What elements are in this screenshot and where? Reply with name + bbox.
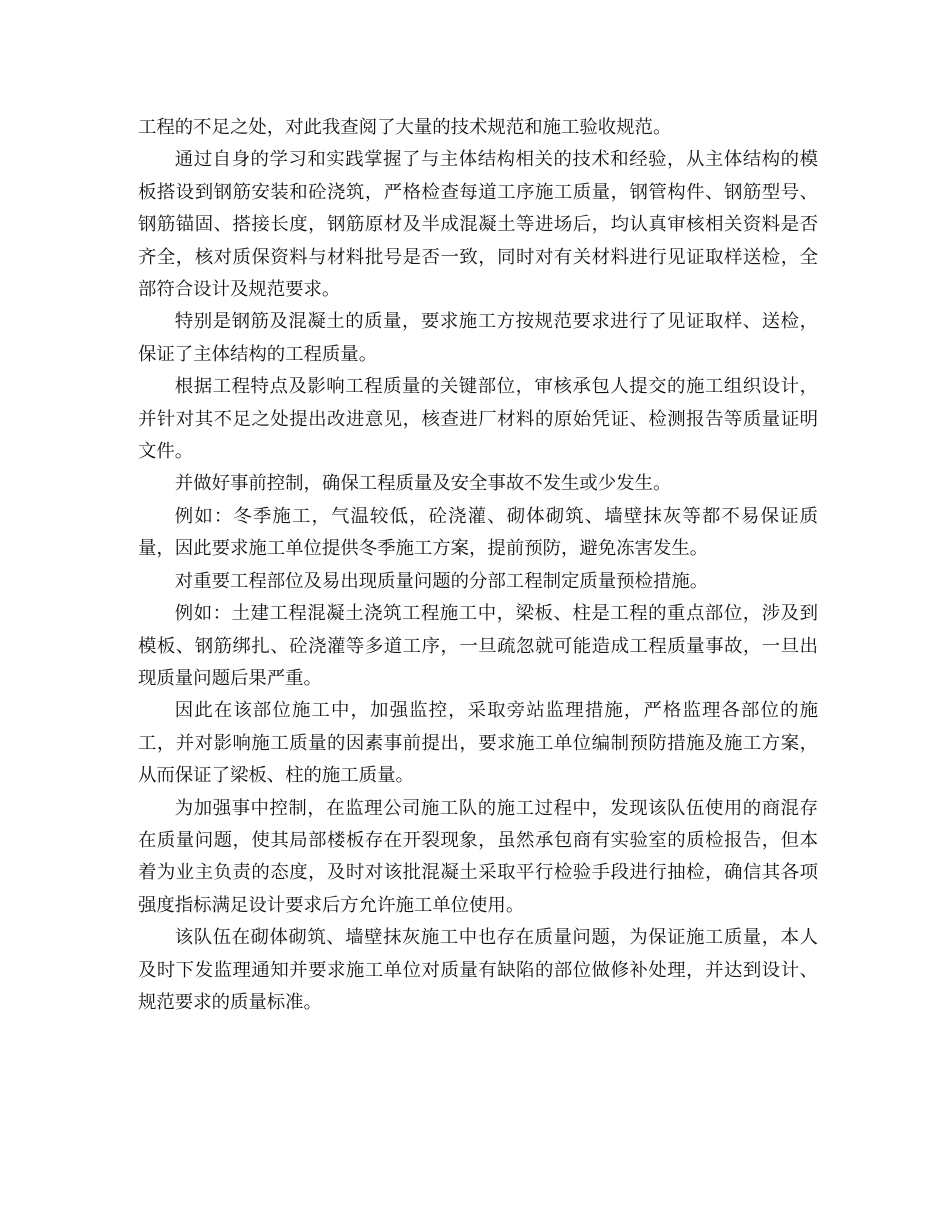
paragraph-1: 工程的不足之处，对此我查阅了大量的技术规范和施工验收规范。 [138, 117, 672, 138]
paragraph-6: 例如：冬季施工，气温较低，砼浇灌、砌体砌筑、墙壁抹灰等都不易保证质量，因此要求施工单位提供冬季施工方案，提前预防，避免冻害发生。 [138, 505, 818, 560]
paragraph-7: 对重要工程部位及易出现质量问题的分部工程制定质量预检措施。 [174, 570, 709, 592]
paragraph-5: 并做好事前控制，确保工程质量及安全事故不发生或少发生。 [174, 473, 672, 495]
paragraph-4: 根据工程特点及影响工程质量的关键部位，审核承包人提交的施工组织设计，并针对其不足之处提出改进意见，核查进厂材料的原始凭证、检测报告等质量证明文件。 [138, 376, 818, 463]
paragraph-9: 因此在该部位施工中，加强监控，采取旁站监理措施，严格监理各部位的施工，并对影响施工质量的因素事前提出，要求施工单位编制预防措施及施工方案，从而保证了梁板、柱的施工质量。 [138, 700, 818, 787]
paragraph-2: 通过自身的学习和实践掌握了与主体结构相关的技术和经验，从主体结构的模板搭设到钢筋安装和砼浇筑，严格检查每道工序施工质量，钢管构件、钢筋型号、钢筋锚固、搭接长度，钢筋原材及半成混凝土等进场后，均认真审核相关资料是否齐全，核对质保资料与材料批号是否一致，同时对有关材料进行见证取样送检，全部符合设计及规范要求。 [138, 149, 818, 301]
document-body [138, 112, 818, 1019]
paragraph-8: 例如：土建工程混凝土浇筑工程施工中，梁板、柱是工程的重点部位，涉及到模板、钢筋绑扎、砼浇灌等多道工序，一旦疏忽就可能造成工程质量事故，一旦出现质量问题后果严重。 [138, 603, 818, 689]
paragraph-11: 该队伍在砌体砌筑、墙壁抹灰施工中也存在质量问题，为保证施工质量，本人及时下发监理通知并要求施工单位对质量有缺陷的部位做修补处理，并达到设计、规范要求的质量标准。 [138, 927, 818, 1013]
paragraph-10: 为加强事中控制，在监理公司施工队的施工过程中，发现该队伍使用的商混存在质量问题，使其局部楼板存在开裂现象，虽然承包商有实验室的质检报告，但本着为业主负责的态度，及时对该批混凝土采取平行检验手段进行抽检，确信其各项强度指标满足设计要求后方允许施工单位使用。 [138, 797, 818, 916]
paragraph-3: 特别是钢筋及混凝土的质量，要求施工方按规范要求进行了见证取样、送检，保证了主体结构的工程质量。 [138, 311, 818, 365]
